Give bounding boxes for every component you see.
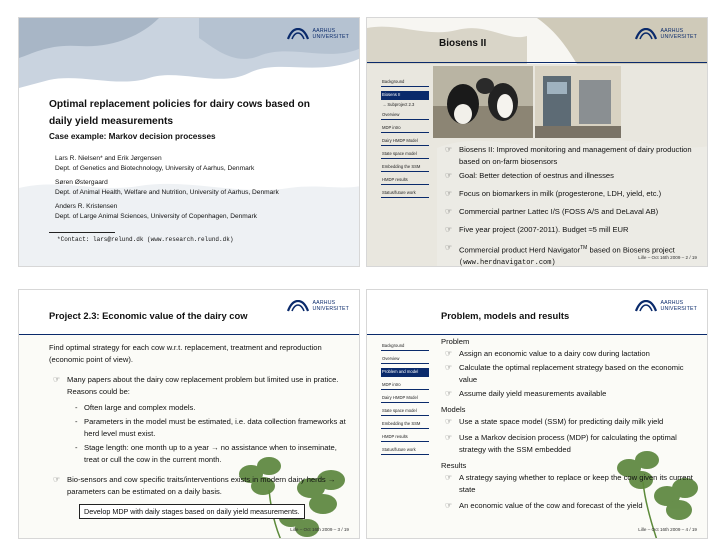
slide-problem	[366, 289, 708, 539]
herdnavigator-link[interactable]: (www.herdnavigator.com)	[459, 258, 556, 267]
logo-text-line1: AARHUS	[312, 300, 336, 306]
bullet-item: ☞ Assign an economic value to a dairy cow during lactation	[441, 348, 699, 360]
university-seal-icon	[635, 300, 657, 312]
slide-footer: Lille – Oct 16th 2009 – 2 / 19	[638, 255, 697, 260]
nav-item-dairy-hmdp[interactable]: Dairy HMDP Model	[381, 137, 429, 146]
milking-robot-photo	[535, 66, 621, 138]
slide-title-text: Biosens II	[439, 38, 487, 49]
nav-item-overview[interactable]: Overview	[381, 111, 429, 120]
slide-footer: Lille – Oct 16th 2009 – 4 / 19	[638, 527, 697, 532]
nav-item-dairy-hmdp[interactable]: Dairy HMDP Model	[381, 394, 429, 403]
bullet-item: ☞ Focus on biomarkers in milk (progesterone, LDH, yield, etc.)	[441, 188, 699, 200]
section-nav	[381, 342, 429, 459]
sub-item: - Often large and complex models.	[73, 402, 349, 414]
nav-item-overview[interactable]: Overview	[381, 355, 429, 364]
footnote-rule	[49, 232, 115, 233]
section-heading-models: Models	[441, 405, 466, 414]
logo-text-line1: AARHUS	[660, 300, 684, 306]
slide-body	[441, 336, 699, 512]
author-dept: Dept. of Large Animal Sciences, University of Copenhagen, Denmark	[55, 213, 257, 220]
author-list	[55, 154, 355, 222]
logo-text-line1: AARHUS	[312, 28, 336, 34]
bullet-list	[441, 144, 699, 267]
nav-item-status[interactable]: Status/future work	[381, 446, 429, 455]
bullet-item: ☞ Use a state space model (SSM) for predicting daily milk yield	[441, 416, 699, 428]
slide-project	[18, 289, 360, 539]
nav-item-state-space[interactable]: State space model	[381, 407, 429, 416]
nav-item-status[interactable]: Status/future work	[381, 189, 429, 198]
author-dept: Dept. of Animal Health, Welfare and Nutrition, University of Aarhus, Denmark	[55, 189, 279, 196]
bullet-item: ☞ An economic value of the cow and forecast of the yield	[441, 500, 699, 512]
logo-text-line2: UNIVERSITET	[660, 306, 697, 312]
nav-item-hmdp-results[interactable]: HMDP results	[381, 433, 429, 442]
bullet-item: ☞ Commercial partner Lattec I/S (FOSS A/S and DeLaval AB)	[441, 206, 699, 218]
intro-text: Find optimal strategy for each cow w.r.t. replacement, treatment and reproduction (economic point of view).	[49, 343, 322, 364]
nav-item-mdp-intro[interactable]: MDP intro	[381, 124, 429, 133]
bullet-item: ☞ Use a Markov decision process (MDP) for calculating the optimal strategy with the SSM embedded	[441, 432, 699, 456]
section-heading-results: Results	[441, 461, 467, 470]
bullet-item: ☞ Goal: Better detection of oestrus and illnesses	[441, 170, 699, 182]
nav-item-state-space[interactable]: State space model	[381, 150, 429, 159]
bullet-item: ☞ Bio-sensors and cow specific traits/interventions exists in modern dairy herds → parameters can be estimated on a daily basis.	[49, 474, 349, 498]
logo-text-line2: UNIVERSITET	[312, 34, 349, 40]
highlight-box: Develop MDP with daily stages based on daily yield measurements.	[79, 504, 305, 519]
presentation-subtitle: Case example: Markov decision processes	[49, 132, 216, 141]
bullet-text: based on Biosens project	[587, 245, 675, 255]
background-map	[19, 18, 360, 267]
contact-footnote: *Contact: lars@relund.dk (www.research.relund.dk)	[57, 236, 234, 243]
bullet-item: ☞ Calculate the optimal replacement strategy based on the economic value	[441, 362, 699, 386]
section-heading-problem: Problem	[441, 337, 470, 346]
university-seal-icon	[287, 300, 309, 312]
bullet-item: ☞ Many papers about the dairy cow replacement problem but limited use in pratice. Reasons could be:	[49, 374, 349, 398]
author-dept: Dept. of Genetics and Biotechnology, University of Aarhus, Denmark	[55, 165, 255, 172]
nav-item-biosens[interactable]: Biosens II	[381, 91, 429, 100]
bullet-item: ☞ Five year project (2007-2011). Budget ≈5 mill EUR	[441, 224, 699, 236]
cows-photo	[433, 66, 533, 138]
sub-item: - Stage length: one month up to a year → no assistance when to inseminate, treat or cull the cow in the current month.	[73, 442, 349, 466]
nav-item-subproject[interactable]: → Subproject 2.3	[382, 102, 415, 107]
sub-item: - Parameters in the model must be estimated, i.e. data collection frameworks at herd level must exist.	[73, 416, 349, 440]
slide-title-text: Problem, models and results	[441, 310, 570, 321]
author-name: Søren Østergaard	[55, 179, 108, 186]
logo-text-line2: UNIVERSITET	[660, 34, 697, 40]
logo-text-line1: AARHUS	[660, 28, 684, 34]
aarhus-logo	[287, 300, 350, 312]
bullet-item: ☞ A strategy saying whether to replace or keep the cow given its current state	[441, 472, 699, 496]
title-line-1: Optimal replacement policies for dairy cows based on	[49, 99, 310, 110]
section-nav	[381, 78, 429, 202]
sub-list	[49, 402, 349, 466]
university-seal-icon	[635, 28, 657, 40]
university-seal-icon	[287, 28, 309, 40]
slide-biosens	[366, 17, 708, 267]
nav-item-background[interactable]: Background	[381, 78, 429, 87]
nav-item-problem-model[interactable]: Problem and model	[381, 368, 429, 377]
author-name: Anders R. Kristensen	[55, 203, 118, 210]
title-line-2: daily yield measurements	[49, 116, 174, 127]
nav-item-embedding[interactable]: Embedding the SSM	[381, 420, 429, 429]
nav-item-hmdp-results[interactable]: HMDP results	[381, 176, 429, 185]
aarhus-logo	[287, 28, 350, 40]
author-name: Lars R. Nielsen* and Erik Jørgensen	[55, 155, 162, 162]
slide-title-text: Project 2.3: Economic value of the dairy cow	[49, 310, 248, 321]
author-2	[55, 178, 355, 198]
bullet-text: Commercial product Herd Navigator	[459, 245, 581, 255]
slide-body	[49, 342, 349, 498]
bullet-item: ☞ Biosens II: Improved monitoring and management of dairy production based on on-farm biosensors	[441, 144, 699, 168]
author-3	[55, 202, 355, 222]
nav-item-background[interactable]: Background	[381, 342, 429, 351]
aarhus-logo	[635, 28, 698, 40]
nav-item-embedding[interactable]: Embedding the SSM	[381, 163, 429, 172]
author-1	[55, 154, 355, 174]
slide-title	[18, 17, 360, 267]
nav-item-mdp-intro[interactable]: MDP intro	[381, 381, 429, 390]
slide-footer: Lille – Oct 16th 2009 – 3 / 19	[290, 527, 349, 532]
presentation-title	[49, 96, 349, 130]
trademark-sup: TM	[580, 245, 588, 251]
aarhus-logo	[635, 300, 698, 312]
bullet-item: ☞ Assume daily yield measurements available	[441, 388, 699, 400]
logo-text-line2: UNIVERSITET	[312, 306, 349, 312]
